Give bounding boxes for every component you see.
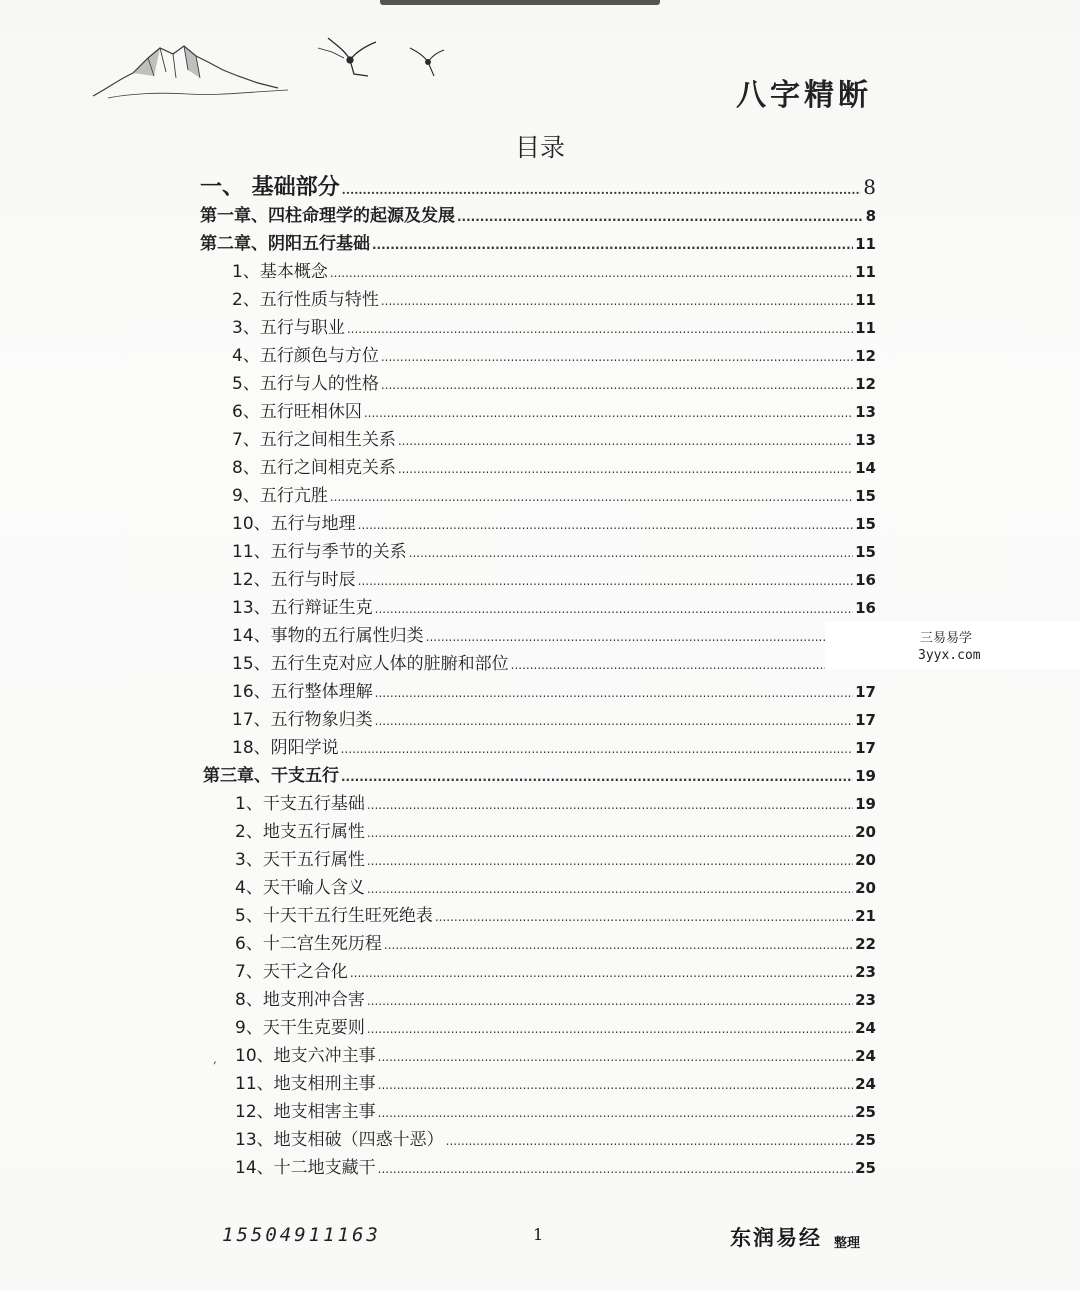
crane-icon <box>410 48 444 76</box>
toc-item <box>232 649 876 675</box>
toc-heading: 目录 <box>514 133 565 162</box>
toc-page-number: 20 <box>855 879 876 897</box>
toc-page-number: 25 <box>855 1131 876 1149</box>
toc-label: 第三章、干支五行 <box>203 766 339 786</box>
toc-label: 5、五行与人的性格 <box>232 374 379 394</box>
dot-leader <box>426 630 874 644</box>
toc-page-number: 16 <box>855 599 876 617</box>
toc-item <box>232 313 876 339</box>
dot-leader <box>342 183 862 197</box>
toc-page-number: 13 <box>855 431 876 449</box>
toc-item <box>232 537 876 563</box>
toc-label: 2、五行性质与特性 <box>232 290 379 310</box>
dot-leader <box>384 938 853 952</box>
toc-item <box>235 901 876 927</box>
toc-page-number: 12 <box>855 347 876 365</box>
toc-item <box>232 397 876 423</box>
toc-label: 6、十二宫生死历程 <box>235 934 382 954</box>
dot-leader <box>367 826 853 840</box>
dot-leader <box>330 266 853 280</box>
toc-item <box>232 677 876 703</box>
toc-page-number: 17 <box>855 739 876 757</box>
toc-label: 9、天干生克要则 <box>235 1018 365 1038</box>
dot-leader <box>457 210 864 224</box>
toc-page-number: 11 <box>855 235 876 253</box>
toc-label: 14、事物的五行属性归类 <box>232 626 424 646</box>
toc-item <box>235 1041 876 1067</box>
toc-page-number: 25 <box>855 1159 876 1177</box>
toc-chapter <box>200 201 876 227</box>
scan-edge <box>380 0 660 5</box>
dot-leader <box>409 546 853 560</box>
dot-leader <box>375 714 853 728</box>
toc-label: 10、地支六冲主事 <box>235 1046 376 1066</box>
toc-page-number: 8 <box>865 207 876 225</box>
toc-page-number: 16 <box>855 571 876 589</box>
toc-item <box>235 985 876 1011</box>
toc-item <box>232 481 876 507</box>
toc-label: 14、十二地支藏干 <box>235 1158 376 1178</box>
toc-label: 9、五行亢胜 <box>232 486 328 506</box>
dot-leader <box>372 238 853 252</box>
watermark-url: 3yyx.com <box>918 648 981 663</box>
toc-page-number: 11 <box>855 291 876 309</box>
toc-page-number: 13 <box>855 403 876 421</box>
dot-leader <box>511 658 874 672</box>
toc-page-number: 19 <box>855 795 876 813</box>
toc-page-number: 8 <box>863 175 876 199</box>
dot-leader <box>367 882 853 896</box>
toc-item <box>232 369 876 395</box>
toc-chapter <box>200 229 876 255</box>
toc-page-number: 19 <box>855 767 876 785</box>
dot-leader <box>367 1022 853 1036</box>
dot-leader <box>367 994 853 1008</box>
toc-item <box>232 565 876 591</box>
toc-label: 5、十天干五行生旺死绝表 <box>235 906 433 926</box>
toc-page-number: 21 <box>855 907 876 925</box>
toc-page-number: 20 <box>855 851 876 869</box>
dot-leader <box>350 966 853 980</box>
toc-page-number: 15 <box>855 487 876 505</box>
footer-page-number: 1 <box>533 1225 544 1244</box>
toc-label: 15、五行生克对应人体的脏腑和部位 <box>232 654 509 674</box>
dot-leader <box>381 350 853 364</box>
dot-leader <box>435 910 853 924</box>
toc-label: 13、地支相破（四惑十恶） <box>235 1130 444 1150</box>
dot-leader <box>341 770 853 784</box>
dot-leader <box>378 1162 853 1176</box>
dot-leader <box>364 406 853 420</box>
footer-note: 整理 <box>834 1236 861 1251</box>
dot-leader <box>378 1078 853 1092</box>
crane-icon <box>318 38 376 76</box>
toc-page-number: 11 <box>855 319 876 337</box>
toc-label: 1、基本概念 <box>232 262 328 282</box>
toc-item <box>235 1069 876 1095</box>
toc-page-number: 22 <box>855 935 876 953</box>
footer-phone: 15504911163 <box>222 1224 381 1246</box>
toc-item <box>235 845 876 871</box>
toc-item <box>232 509 876 535</box>
toc-item <box>235 957 876 983</box>
toc-item <box>232 257 876 283</box>
toc-page-number: 15 <box>855 515 876 533</box>
pencil-mark: , <box>213 1052 217 1066</box>
toc-item <box>232 453 876 479</box>
toc-item <box>232 705 876 731</box>
toc-label: 一、 基础部分 <box>200 174 340 200</box>
toc-page-number: 17 <box>855 711 876 729</box>
toc-page-number: 12 <box>855 375 876 393</box>
toc-page-number: 25 <box>855 1103 876 1121</box>
toc-item <box>235 1097 876 1123</box>
toc-label: 3、五行与职业 <box>232 318 345 338</box>
toc-label: 11、五行与季节的关系 <box>232 542 407 562</box>
toc-page-number: 24 <box>855 1047 876 1065</box>
dot-leader <box>347 322 853 336</box>
toc-page-number: 20 <box>855 823 876 841</box>
toc-label: 7、天干之合化 <box>235 962 348 982</box>
dot-leader <box>341 742 853 756</box>
toc-page-number: 23 <box>855 963 876 981</box>
toc-label: 11、地支相刑主事 <box>235 1074 376 1094</box>
toc-page-number: 24 <box>855 1019 876 1037</box>
toc-item <box>235 1013 876 1039</box>
dot-leader <box>358 574 853 588</box>
toc-item <box>232 425 876 451</box>
toc-page-number: 24 <box>855 1075 876 1093</box>
toc-item <box>235 1153 876 1179</box>
toc-label: 第一章、四柱命理学的起源及发展 <box>200 206 455 226</box>
toc-page-number: 23 <box>855 991 876 1009</box>
footer-author: 东润易经 <box>730 1225 822 1250</box>
toc-label: 16、五行整体理解 <box>232 682 373 702</box>
toc-item <box>235 1125 876 1151</box>
toc-item <box>232 285 876 311</box>
dot-leader <box>378 1050 853 1064</box>
toc-item <box>232 593 876 619</box>
toc-part <box>200 170 876 200</box>
dot-leader <box>375 686 853 700</box>
toc-label: 4、天干喻人含义 <box>235 878 365 898</box>
toc-label: 8、地支刑冲合害 <box>235 990 365 1010</box>
dot-leader <box>375 602 853 616</box>
toc-label: 12、地支相害主事 <box>235 1102 376 1122</box>
toc-label: 13、五行辩证生克 <box>232 598 373 618</box>
toc-item <box>232 733 876 759</box>
dot-leader <box>446 1134 853 1148</box>
toc-label: 6、五行旺相休囚 <box>232 402 362 422</box>
watermark-text: 三易易学 <box>920 631 973 646</box>
toc-item <box>235 929 876 955</box>
toc-label: 4、五行颜色与方位 <box>232 346 379 366</box>
toc-label: 1、干支五行基础 <box>235 794 365 814</box>
toc-page-number: 15 <box>855 543 876 561</box>
toc-label: 第二章、阴阳五行基础 <box>200 234 370 254</box>
toc-label: 12、五行与时辰 <box>232 570 356 590</box>
toc-label: 18、阴阳学说 <box>232 738 339 758</box>
toc-label: 17、五行物象归类 <box>232 710 373 730</box>
dot-leader <box>398 462 853 476</box>
toc-item <box>235 873 876 899</box>
toc-label: 10、五行与地理 <box>232 514 356 534</box>
dot-leader <box>378 1106 853 1120</box>
toc-page-number: 14 <box>855 459 876 477</box>
toc-page-number: 11 <box>855 263 876 281</box>
book-title: 八字精断 <box>736 78 872 113</box>
dot-leader <box>381 294 853 308</box>
toc-label: 2、地支五行属性 <box>235 822 365 842</box>
dot-leader <box>381 378 853 392</box>
dot-leader <box>367 854 853 868</box>
toc-label: 8、五行之间相克关系 <box>232 458 396 478</box>
dot-leader <box>398 434 853 448</box>
toc-item <box>235 817 876 843</box>
toc-item <box>232 341 876 367</box>
watermark <box>825 621 1080 669</box>
toc-label: 7、五行之间相生关系 <box>232 430 396 450</box>
toc-item <box>235 789 876 815</box>
toc-label: 3、天干五行属性 <box>235 850 365 870</box>
dot-leader <box>367 798 853 812</box>
toc-page-number: 17 <box>855 683 876 701</box>
toc-item <box>232 621 876 647</box>
mountain-crane-illustration <box>88 18 468 108</box>
dot-leader <box>358 518 853 532</box>
toc-chapter <box>203 761 876 787</box>
dot-leader <box>330 490 853 504</box>
